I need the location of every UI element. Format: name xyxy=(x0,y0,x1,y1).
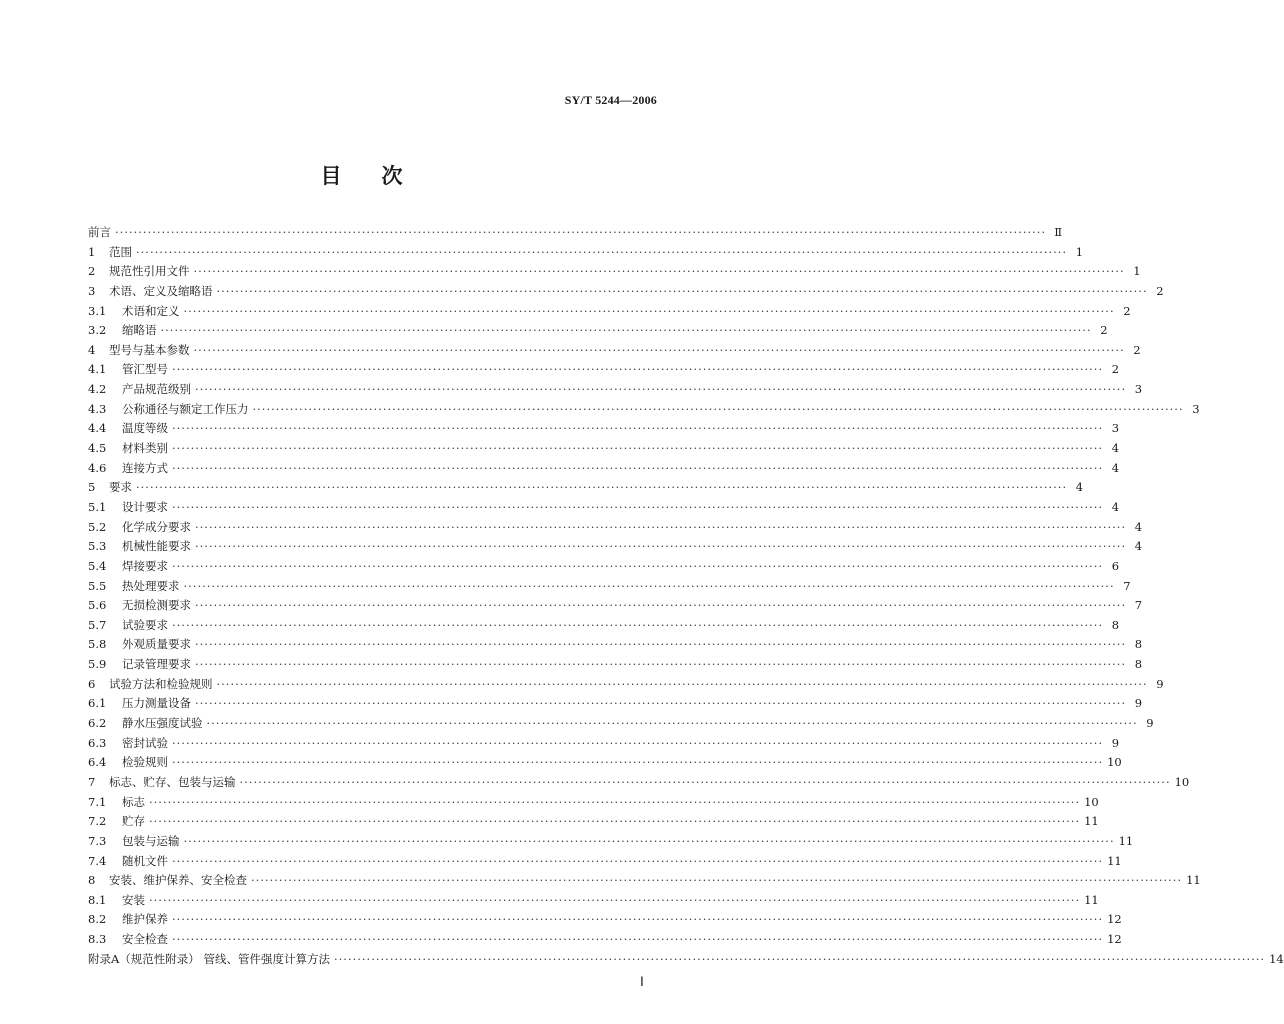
toc-entry-number: 6.1 xyxy=(88,696,107,711)
toc-entry-label: 缩略语 xyxy=(122,323,157,338)
toc-entry-label: 维护保养 xyxy=(122,912,168,927)
toc-entry[interactable] xyxy=(88,439,1120,459)
toc-entry[interactable] xyxy=(88,282,1164,302)
toc-entry[interactable] xyxy=(88,321,1108,341)
toc-entry-label: 设计要求 xyxy=(122,499,168,514)
toc-entry-label: 贮存 xyxy=(122,814,145,829)
toc-entry-number: 6.3 xyxy=(88,735,107,750)
toc-entry-label: 前言 xyxy=(88,225,111,239)
toc-entry-label: 机械性能要求 xyxy=(122,539,191,554)
toc-entry-label: 标志 xyxy=(122,794,145,809)
toc-entry[interactable] xyxy=(88,616,1120,636)
toc-entry[interactable] xyxy=(88,655,1143,675)
toc-entry-page: 1 xyxy=(1133,264,1141,279)
toc-entry[interactable] xyxy=(88,341,1141,361)
toc-leader-dots: ········································································································································································································ xyxy=(172,735,1104,750)
toc-entry[interactable] xyxy=(88,734,1120,754)
toc-leader-dots: ········································································································································································································ xyxy=(206,716,1138,731)
toc-entry-number: 7.1 xyxy=(88,794,107,809)
toc-entry-number: 4.6 xyxy=(88,460,107,475)
toc-entry[interactable] xyxy=(88,302,1131,322)
toc-leader-dots: ········································································································································································································ xyxy=(172,558,1104,573)
toc-leader-dots: ········································································································································································································ xyxy=(172,499,1104,514)
toc-leader-dots: ········································································································································································································ xyxy=(252,401,1184,416)
toc-leader-dots: ········································································································································································································ xyxy=(195,657,1127,672)
toc-entry-label: 型号与基本参数 xyxy=(109,342,190,357)
toc-entry[interactable] xyxy=(88,694,1143,714)
toc-leader-dots: ········································································································································································································ xyxy=(149,892,1081,907)
toc-entry[interactable] xyxy=(88,518,1143,538)
toc-entry-page: 8 xyxy=(1111,617,1120,632)
toc-entry[interactable] xyxy=(88,793,1099,813)
toc-entry-label: 连接方式 xyxy=(122,460,168,475)
toc-entry-label: 热处理要求 xyxy=(122,578,180,593)
toc-entry-label: 压力测量设备 xyxy=(122,696,191,711)
toc-entry-number: 5.6 xyxy=(88,598,107,613)
toc-entry-page: 2 xyxy=(1111,362,1120,377)
toc-leader-dots: ········································································································································································································ xyxy=(172,617,1104,632)
toc-entry-page: 9 xyxy=(1156,676,1164,691)
toc-entry-number: 5.1 xyxy=(88,499,107,514)
toc-entry-number: 1 xyxy=(88,244,96,259)
toc-entry-number: 4.2 xyxy=(88,382,107,397)
toc-entry-page: 9 xyxy=(1111,735,1120,750)
toc-entry-label: 术语和定义 xyxy=(122,303,180,318)
toc-entry[interactable] xyxy=(88,577,1131,597)
toc-entry-page: 7 xyxy=(1134,598,1143,613)
toc-entry[interactable] xyxy=(88,459,1120,479)
toc-leader-dots: ········································································································································································································ xyxy=(115,225,1047,239)
toc-entry-label: 附录A（规范性附录） 管线、管件强度计算方法 xyxy=(88,951,330,966)
table-of-contents xyxy=(88,223,1284,969)
toc-entry-page: 4 xyxy=(1111,441,1120,456)
toc-entry-number: 8 xyxy=(88,873,96,888)
toc-entry-number: 7.4 xyxy=(88,853,107,868)
toc-entry-label: 试验要求 xyxy=(122,617,168,632)
toc-entry-page: 4 xyxy=(1075,480,1084,495)
toc-leader-dots: ········································································································································································································ xyxy=(333,951,1266,966)
toc-entry-label: 焊接要求 xyxy=(122,558,168,573)
toc-leader-dots: ········································································································································································································ xyxy=(193,264,1125,279)
toc-entry-page: 12 xyxy=(1107,932,1122,947)
toc-entry[interactable] xyxy=(88,852,1122,872)
toc-leader-dots: ········································································································································································································ xyxy=(172,362,1104,377)
toc-entry-label: 管汇型号 xyxy=(122,362,168,377)
toc-leader-dots: ········································································································································································································ xyxy=(172,853,1104,868)
toc-leader-dots: ········································································································································································································ xyxy=(172,441,1104,456)
page-number: Ⅰ xyxy=(640,974,644,989)
toc-leader-dots: ········································································································································································································ xyxy=(195,539,1127,554)
toc-entry-page: 11 xyxy=(1186,873,1201,888)
toc-leader-dots: ········································································································································································································ xyxy=(183,833,1115,848)
toc-entry-label: 安装 xyxy=(122,892,145,907)
toc-entry-number: 6 xyxy=(88,676,96,691)
toc-entry[interactable] xyxy=(88,812,1099,832)
toc-entry[interactable] xyxy=(88,243,1084,263)
toc-entry-label: 温度等级 xyxy=(122,421,168,436)
toc-entry-label: 产品规范级别 xyxy=(122,382,191,397)
toc-entry-number: 5.3 xyxy=(88,539,107,554)
toc-entry-page: 3 xyxy=(1192,401,1200,416)
toc-entry-number: 5.9 xyxy=(88,657,107,672)
toc-entry-page: 2 xyxy=(1123,303,1131,318)
toc-entry[interactable] xyxy=(88,537,1143,557)
toc-entry-page: 14 xyxy=(1269,951,1284,966)
toc-entry-page: 4 xyxy=(1111,499,1120,514)
toc-entry-number: 4.5 xyxy=(88,441,107,456)
toc-entry-label: 记录管理要求 xyxy=(122,657,191,672)
toc-entry-label: 密封试验 xyxy=(122,735,168,750)
toc-entry-number: 7.2 xyxy=(88,814,107,829)
toc-entry-number: 5 xyxy=(88,480,96,495)
toc-entry-label: 试验方法和检验规则 xyxy=(109,676,213,691)
toc-entry-label: 要求 xyxy=(109,480,132,495)
toc-entry-page: 10 xyxy=(1174,774,1190,789)
toc-entry[interactable] xyxy=(88,714,1154,734)
toc-entry[interactable] xyxy=(88,871,1201,891)
toc-entry-number: 6.4 xyxy=(88,755,107,770)
toc-entry-page: 7 xyxy=(1123,578,1131,593)
toc-entry-number: 4.4 xyxy=(88,421,107,436)
toc-entry-number: 4 xyxy=(88,342,96,357)
toc-entry-number: 7.3 xyxy=(88,833,107,848)
toc-entry-number: 4.1 xyxy=(88,362,107,377)
toc-leader-dots: ········································································································································································································ xyxy=(193,342,1125,357)
toc-entry-label: 标志、贮存、包装与运输 xyxy=(109,774,236,789)
toc-entry-page: 11 xyxy=(1084,814,1099,829)
toc-entry-page: 10 xyxy=(1084,794,1099,809)
toc-entry-page: 6 xyxy=(1111,558,1120,573)
toc-entry-page: 2 xyxy=(1133,342,1141,357)
toc-entry-number: 5.5 xyxy=(88,578,107,593)
toc-entry-label: 无损检测要求 xyxy=(122,598,191,613)
toc-entry-page: 11 xyxy=(1107,853,1122,868)
toc-entry-page: 1 xyxy=(1075,244,1084,259)
toc-entry-number: 5.8 xyxy=(88,637,107,652)
toc-entry-label: 范围 xyxy=(109,244,132,259)
toc-entry-label: 检验规则 xyxy=(122,755,168,770)
toc-entry[interactable] xyxy=(88,498,1120,518)
toc-entry-label: 材料类别 xyxy=(122,441,168,456)
toc-entry-page: 3 xyxy=(1134,382,1143,397)
toc-entry[interactable] xyxy=(88,478,1084,498)
toc-entry-page: 10 xyxy=(1107,755,1122,770)
toc-leader-dots: ········································································································································································································ xyxy=(195,382,1127,397)
toc-entry[interactable] xyxy=(88,223,1063,243)
toc-entry-page: 2 xyxy=(1100,323,1108,338)
toc-entry-number: 5.4 xyxy=(88,558,107,573)
toc-entry[interactable] xyxy=(88,753,1122,773)
toc-leader-dots: ········································································································································································································ xyxy=(149,814,1081,829)
toc-leader-dots: ········································································································································································································ xyxy=(195,519,1127,534)
toc-entry[interactable] xyxy=(88,910,1122,930)
toc-leader-dots: ········································································································································································································ xyxy=(216,283,1148,298)
toc-entry-label: 外观质量要求 xyxy=(122,637,191,652)
toc-entry-page: 12 xyxy=(1107,912,1122,927)
standard-code: SY/T 5244—2006 xyxy=(564,93,657,107)
toc-leader-dots: ········································································································································································································ xyxy=(172,755,1104,770)
toc-entry-label: 包装与运输 xyxy=(122,833,180,848)
toc-entry-page: 8 xyxy=(1134,657,1143,672)
toc-entry-page: Ⅱ xyxy=(1054,225,1063,239)
page-title xyxy=(0,160,723,190)
toc-leader-dots: ········································································································································································································ xyxy=(183,303,1115,318)
toc-entry-number: 3.1 xyxy=(88,303,107,318)
toc-entry-number: 8.3 xyxy=(88,932,107,947)
toc-entry[interactable] xyxy=(88,675,1164,695)
toc-entry-number: 3.2 xyxy=(88,323,107,338)
toc-entry-number: 5.7 xyxy=(88,617,107,632)
toc-entry-number: 8.2 xyxy=(88,912,107,927)
title-char-2: 次 xyxy=(381,164,403,188)
toc-leader-dots: ········································································································································································································ xyxy=(136,244,1068,259)
toc-leader-dots: ········································································································································································································ xyxy=(216,676,1148,691)
toc-leader-dots: ········································································································································································································ xyxy=(172,932,1104,947)
toc-entry-page: 11 xyxy=(1084,892,1099,907)
toc-leader-dots: ········································································································································································································ xyxy=(195,598,1127,613)
toc-leader-dots: ········································································································································································································ xyxy=(172,421,1104,436)
toc-entry-label: 安装、维护保养、安全检查 xyxy=(109,873,247,888)
toc-entry-number: 2 xyxy=(88,264,96,279)
toc-leader-dots: ········································································································································································································ xyxy=(195,696,1127,711)
toc-entry-label: 规范性引用文件 xyxy=(109,264,190,279)
toc-entry[interactable] xyxy=(88,400,1200,420)
toc-entry-label: 随机文件 xyxy=(122,853,168,868)
toc-entry-page: 8 xyxy=(1134,637,1143,652)
toc-entry-page: 4 xyxy=(1134,539,1143,554)
toc-entry-number: 7 xyxy=(88,774,96,789)
toc-entry[interactable] xyxy=(88,832,1134,852)
toc-entry[interactable] xyxy=(88,773,1190,793)
toc-entry-label: 公称通径与额定工作压力 xyxy=(122,401,249,416)
toc-leader-dots: ········································································································································································································ xyxy=(251,873,1183,888)
title-char-1: 目 xyxy=(320,164,342,188)
toc-leader-dots: ········································································································································································································ xyxy=(183,578,1115,593)
toc-entry[interactable] xyxy=(88,635,1143,655)
toc-entry[interactable] xyxy=(88,596,1143,616)
toc-entry[interactable] xyxy=(88,557,1120,577)
toc-entry-page: 4 xyxy=(1134,519,1143,534)
toc-entry-number: 6.2 xyxy=(88,716,107,731)
toc-entry-label: 静水压强度试验 xyxy=(122,716,203,731)
toc-leader-dots: ········································································································································································································ xyxy=(172,912,1104,927)
toc-entry[interactable] xyxy=(88,380,1143,400)
toc-entry[interactable] xyxy=(88,950,1284,970)
toc-entry-number: 4.3 xyxy=(88,401,107,416)
toc-leader-dots: ········································································································································································································ xyxy=(136,480,1068,495)
toc-entry-label: 术语、定义及缩略语 xyxy=(109,283,213,298)
toc-entry[interactable] xyxy=(88,262,1141,282)
toc-leader-dots: ········································································································································································································ xyxy=(172,460,1104,475)
toc-leader-dots: ········································································································································································································ xyxy=(160,323,1092,338)
toc-entry-page: 2 xyxy=(1156,283,1164,298)
toc-entry[interactable] xyxy=(88,360,1120,380)
toc-leader-dots: ········································································································································································································ xyxy=(239,774,1171,789)
toc-entry-page: 9 xyxy=(1146,716,1154,731)
toc-entry-label: 化学成分要求 xyxy=(122,519,191,534)
toc-leader-dots: ········································································································································································································ xyxy=(195,637,1127,652)
toc-entry[interactable] xyxy=(88,419,1120,439)
toc-entry-page: 11 xyxy=(1118,833,1134,848)
toc-entry-page: 4 xyxy=(1111,460,1120,475)
toc-entry[interactable] xyxy=(88,930,1122,950)
toc-entry-number: 3 xyxy=(88,283,96,298)
toc-entry-label: 安全检查 xyxy=(122,932,168,947)
toc-entry-page: 3 xyxy=(1111,421,1120,436)
toc-entry-number: 5.2 xyxy=(88,519,107,534)
toc-entry-page: 9 xyxy=(1134,696,1143,711)
toc-entry[interactable] xyxy=(88,891,1099,911)
toc-entry-number: 8.1 xyxy=(88,892,107,907)
toc-leader-dots: ········································································································································································································ xyxy=(149,794,1081,809)
